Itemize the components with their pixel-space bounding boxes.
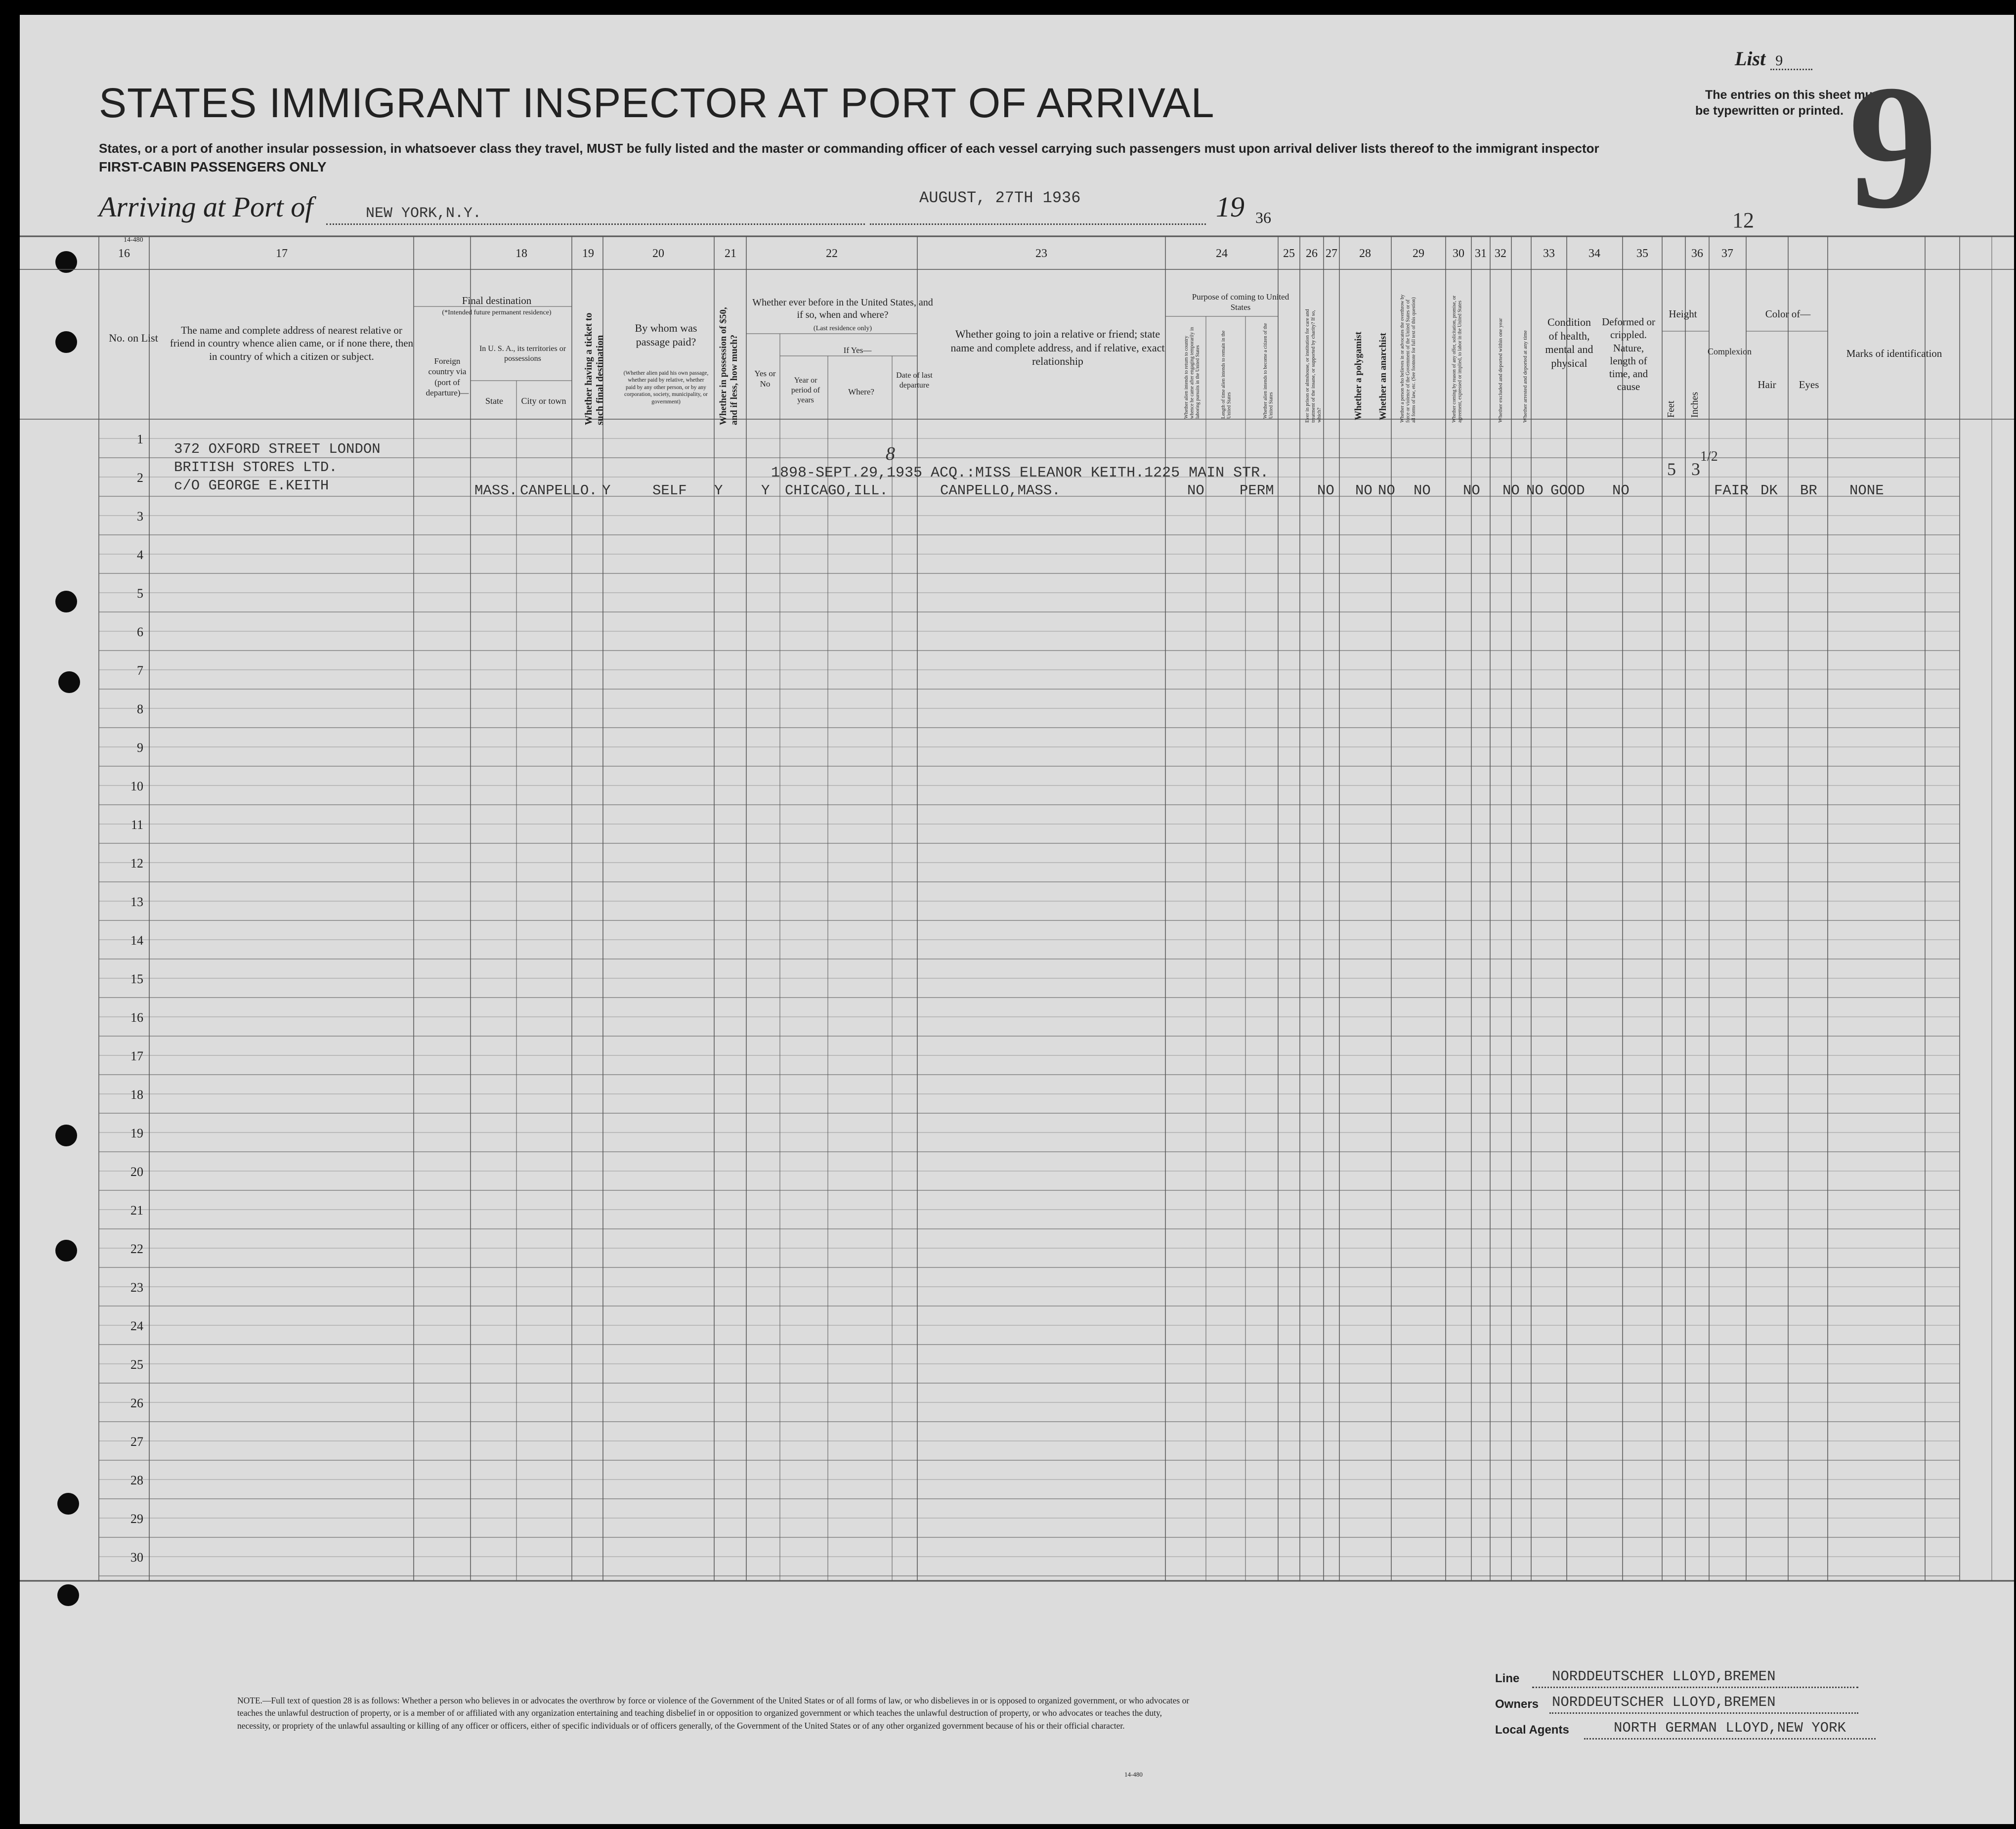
row-number: 29 xyxy=(130,1512,143,1526)
row-number: 22 xyxy=(130,1242,143,1256)
col26-header: Whether a polygamist xyxy=(1353,331,1364,420)
row-number: 30 xyxy=(130,1550,143,1565)
col36-header: Color of— xyxy=(1765,308,1811,320)
row-number: 12 xyxy=(130,856,143,871)
manifest-sheet xyxy=(20,15,2014,1824)
column-number: 28 xyxy=(1359,247,1371,260)
col22-ifyes: If Yes— xyxy=(843,346,872,355)
entry-before-year: 1898-SEPT.29,1935 xyxy=(771,465,923,481)
typewritten-note-1: The entries on this sheet must xyxy=(1705,88,1884,102)
row-number: 4 xyxy=(137,548,143,562)
entry-before-yes: Y xyxy=(761,482,770,499)
entry-prison: NO xyxy=(1317,482,1334,499)
entry-before-year-mark: 8 xyxy=(886,443,895,464)
arriving-label: Arriving at Port of xyxy=(99,191,313,223)
column-number: 32 xyxy=(1495,247,1506,260)
row-number: 18 xyxy=(130,1088,143,1102)
year-prefix: 19 xyxy=(1216,191,1244,223)
column-number: 24 xyxy=(1216,247,1228,260)
row-number: 7 xyxy=(137,663,143,678)
row-number: 1 xyxy=(137,432,143,446)
row-number: 3 xyxy=(137,509,143,523)
col18-foreign: Foreign country via (port of departure)— xyxy=(426,356,469,397)
col31-header: Whether arrested and deported at any time xyxy=(1522,330,1528,423)
entry-marks: NONE xyxy=(1849,482,1884,499)
col20-subheader: (Whether alien paid his own passage, whether paid by relative, whether paid by any other person, or by any corporation, society, municipality, or government) xyxy=(623,370,709,405)
column-number: 37 xyxy=(1721,247,1733,260)
col23-header: Whether going to join a relative or friend; state name and complete address, and if relative, exact relationship xyxy=(950,328,1165,367)
entry-address-1: 372 OXFORD STREET LONDON xyxy=(174,441,381,457)
column-number: 26 xyxy=(1306,247,1318,260)
entry-purpose-length: PERM xyxy=(1240,482,1274,499)
entry-address-3: c/O GEORGE E.KEITH xyxy=(174,478,329,494)
entry-deformed: NO xyxy=(1612,482,1630,499)
row-number: 9 xyxy=(137,740,143,755)
column-number: 36 xyxy=(1691,247,1703,260)
entry-complexion: FAIR xyxy=(1714,482,1749,499)
owners-dotted xyxy=(1549,1712,1858,1714)
col22-header: Whether ever before in the United States, and if so, when and where? xyxy=(752,297,933,320)
table-grid xyxy=(20,15,2014,1824)
entry-health: GOOD xyxy=(1550,482,1585,499)
col20-header: By whom was passage paid? xyxy=(635,322,697,348)
col24-return: Whether alien intends to return to country whence he came after engaging temporarily in laboring pursuits in the United States xyxy=(1184,327,1201,419)
entry-money: Y xyxy=(714,482,723,499)
entry-purpose-return: NO xyxy=(1187,482,1204,499)
col36-hair: Hair xyxy=(1758,379,1776,391)
row-number: 15 xyxy=(130,972,143,986)
row-number: 28 xyxy=(130,1473,143,1487)
row-number: 26 xyxy=(130,1396,143,1410)
entry-ticket: Y xyxy=(602,482,611,499)
col19-header: Whether having a ticket to such final destination xyxy=(583,312,605,425)
row-number: 5 xyxy=(137,586,143,601)
col18-city: City or town xyxy=(521,396,566,406)
year-suffix: 36 xyxy=(1255,209,1271,226)
row-number: 10 xyxy=(130,779,143,793)
col18-state: State xyxy=(485,396,503,406)
port-value: NEW YORK,N.Y. xyxy=(366,205,482,222)
col25-header: Ever in prison or almshouse, or institution for care and treatment of the insane, or supported by charity? If so, which? xyxy=(1305,309,1323,423)
column-number: 23 xyxy=(1035,247,1047,260)
entry-address-2: BRITISH STORES LTD. xyxy=(174,459,338,476)
entry-paid-by: SELF xyxy=(652,482,687,499)
agents-value: NORTH GERMAN LLOYD,NEW YORK xyxy=(1614,1720,1846,1736)
col35-header: Complexion xyxy=(1708,347,1752,356)
row-number: 2 xyxy=(137,471,143,485)
sheet-mark: 12 xyxy=(1732,208,1754,232)
row-number: 21 xyxy=(130,1203,143,1218)
row-number: 23 xyxy=(130,1280,143,1295)
row-number: 8 xyxy=(137,702,143,716)
entry-join-2: CANPELLO,MASS. xyxy=(940,482,1061,499)
column-number: 34 xyxy=(1588,247,1600,260)
column-number: 29 xyxy=(1413,247,1424,260)
column-number: 21 xyxy=(725,247,736,260)
col22-yesno: Yes or No xyxy=(754,369,776,389)
col32-header: Condition of health, mental and physical xyxy=(1545,316,1593,369)
column-number: 20 xyxy=(652,247,664,260)
col34-header: Height xyxy=(1669,308,1697,320)
entry-feet: 5 xyxy=(1667,459,1676,479)
col24-length: Length of time alien intends to remain in the United States xyxy=(1221,330,1232,419)
column-number: 31 xyxy=(1475,247,1487,260)
owners-label: Owners xyxy=(1495,1698,1539,1711)
col21-header: Whether in possession of $50, and if less, how much? xyxy=(718,307,739,425)
col18-subheader: (*Intended future permanent residence) xyxy=(442,309,552,316)
cabin-class: FIRST-CABIN PASSENGERS ONLY xyxy=(99,159,327,174)
col22-date: Date of last departure xyxy=(896,371,933,390)
col30-header: Whether excluded and deported within one year xyxy=(1498,318,1503,423)
footnote-q28: NOTE.—Full text of question 28 is as follows: Whether a person who believes in or advocates the overthrow by force or violence of the Government of the United States or of all forms of law, or who disbelieves in or is opposed to organized government, or who advocates or teaches the unlawful destruction of property, or is a member of or affiliated with any organization entertaining and teaching disbelief in or opposition to organized government or which teaches the unlawful destruction of property, or who advocates or teaches the duty, necessity, or propriety of the unlawful assaulting or killing of any officer or officers, either of specific individuals or of officers generally, of the Government of the United States or of any other organized government because of his or their official character. xyxy=(237,1696,1190,1731)
col17-header: The name and complete address of nearest relative or friend in country whence alien came, or if none there, then in country of which a citizen or subject. xyxy=(170,324,414,362)
entry-join-1: ACQ.:MISS ELEANOR KEITH.1225 MAIN STR. xyxy=(931,465,1269,481)
column-number: 18 xyxy=(515,247,527,260)
form-subtitle: States, or a port of another insular possession, in whatsoever class they travel, MUST be fully listed and the master or commanding officer of each vessel carrying such passengers must upon arrival deliver lists thereof to the immigrant inspector xyxy=(99,141,1599,156)
handwritten-sheet-number: 9 xyxy=(1848,48,1937,245)
line-label: Line xyxy=(1495,1672,1520,1685)
column-number: 22 xyxy=(826,247,838,260)
col36-eyes: Eyes xyxy=(1799,379,1819,391)
list-number: 9 xyxy=(1770,52,1812,70)
agents-dotted xyxy=(1584,1738,1876,1740)
entry-state: MASS. xyxy=(474,482,518,499)
line-value: NORDDEUTSCHER LLOYD,BREMEN xyxy=(1552,1668,1776,1685)
form-code: 14-480 xyxy=(124,236,143,244)
typewritten-note-2: be typewritten or printed. xyxy=(1695,104,1844,118)
date-value: AUGUST, 27TH 1936 xyxy=(919,189,1081,207)
row-number: 20 xyxy=(130,1165,143,1179)
col24-citizen: Whether alien intends to become a citizen of the United States xyxy=(1263,323,1274,419)
entry-polygamist: NO xyxy=(1355,482,1373,499)
column-number: 30 xyxy=(1453,247,1464,260)
entry-inches: 3 xyxy=(1691,459,1700,479)
entry-q28: NO xyxy=(1414,482,1431,499)
row-number: 27 xyxy=(130,1435,143,1449)
column-number: 35 xyxy=(1636,247,1648,260)
row-number: 16 xyxy=(130,1010,143,1025)
row-number: 17 xyxy=(130,1049,143,1063)
row-number: 25 xyxy=(130,1357,143,1372)
entry-hair: DK xyxy=(1760,482,1778,499)
row-number: 13 xyxy=(130,895,143,909)
row-number: 19 xyxy=(130,1126,143,1140)
col18-header: Final destination xyxy=(462,295,532,306)
entry-inches-fraction: 1/2 xyxy=(1700,449,1718,464)
row-number: 6 xyxy=(137,625,143,639)
col22-where: Where? xyxy=(848,387,874,396)
form-title: STATES IMMIGRANT INSPECTOR AT PORT OF ARRIVAL xyxy=(99,80,1215,126)
agents-label: Local Agents xyxy=(1495,1723,1569,1737)
row-number: 11 xyxy=(130,818,143,832)
col29-header: Whether coming by reason of any offer, solicitation, promise, or agreement, expressed or implied, to labor in the United States xyxy=(1452,295,1463,423)
entry-eyes: BR xyxy=(1800,482,1817,499)
col37-header: Marks of identification xyxy=(1846,348,1942,359)
entry-anarchist: NO xyxy=(1378,482,1395,499)
col22-year: Year or period of years xyxy=(791,376,820,404)
column-number: 19 xyxy=(582,247,594,260)
col22-subheader: (Last residence only) xyxy=(813,325,872,332)
col24-header: Purpose of coming to United States xyxy=(1192,292,1289,312)
line-dotted xyxy=(1532,1687,1858,1688)
col33-header: Deformed or crippled. Nature, length of time, and cause xyxy=(1602,316,1655,393)
entry-city: CANPELLO. xyxy=(520,482,598,499)
col27-header: Whether an anarchist xyxy=(1378,333,1388,420)
column-number: 27 xyxy=(1326,247,1337,260)
col18-usa: In U. S. A., its territories or possessions xyxy=(479,345,566,363)
col34-inches: Inches xyxy=(1689,392,1700,418)
column-number: 25 xyxy=(1283,247,1295,260)
col34-feet: Feet xyxy=(1666,400,1676,418)
column-number: 17 xyxy=(276,247,288,260)
row-number: 14 xyxy=(130,933,143,948)
entry-q29: NO xyxy=(1463,482,1480,499)
entry-q30: NO xyxy=(1502,482,1520,499)
owners-value: NORDDEUTSCHER LLOYD,BREMEN xyxy=(1552,1694,1776,1710)
col16-header: No. on List xyxy=(109,332,158,344)
column-number: 33 xyxy=(1543,247,1555,260)
list-text: List xyxy=(1735,47,1766,70)
entry-q31: NO xyxy=(1526,482,1544,499)
entry-before-where: CHICAGO,ILL. xyxy=(785,482,888,499)
column-number: 16 xyxy=(118,247,130,260)
row-number: 24 xyxy=(130,1319,143,1333)
footnote-code: 14-480 xyxy=(1124,1771,1143,1778)
col28-header: Whether a person who believes in or advocates the overthrow by force or violence of the Government of the United States or of all forms of law, etc. (See footnote for full text of this question) xyxy=(1400,294,1416,423)
